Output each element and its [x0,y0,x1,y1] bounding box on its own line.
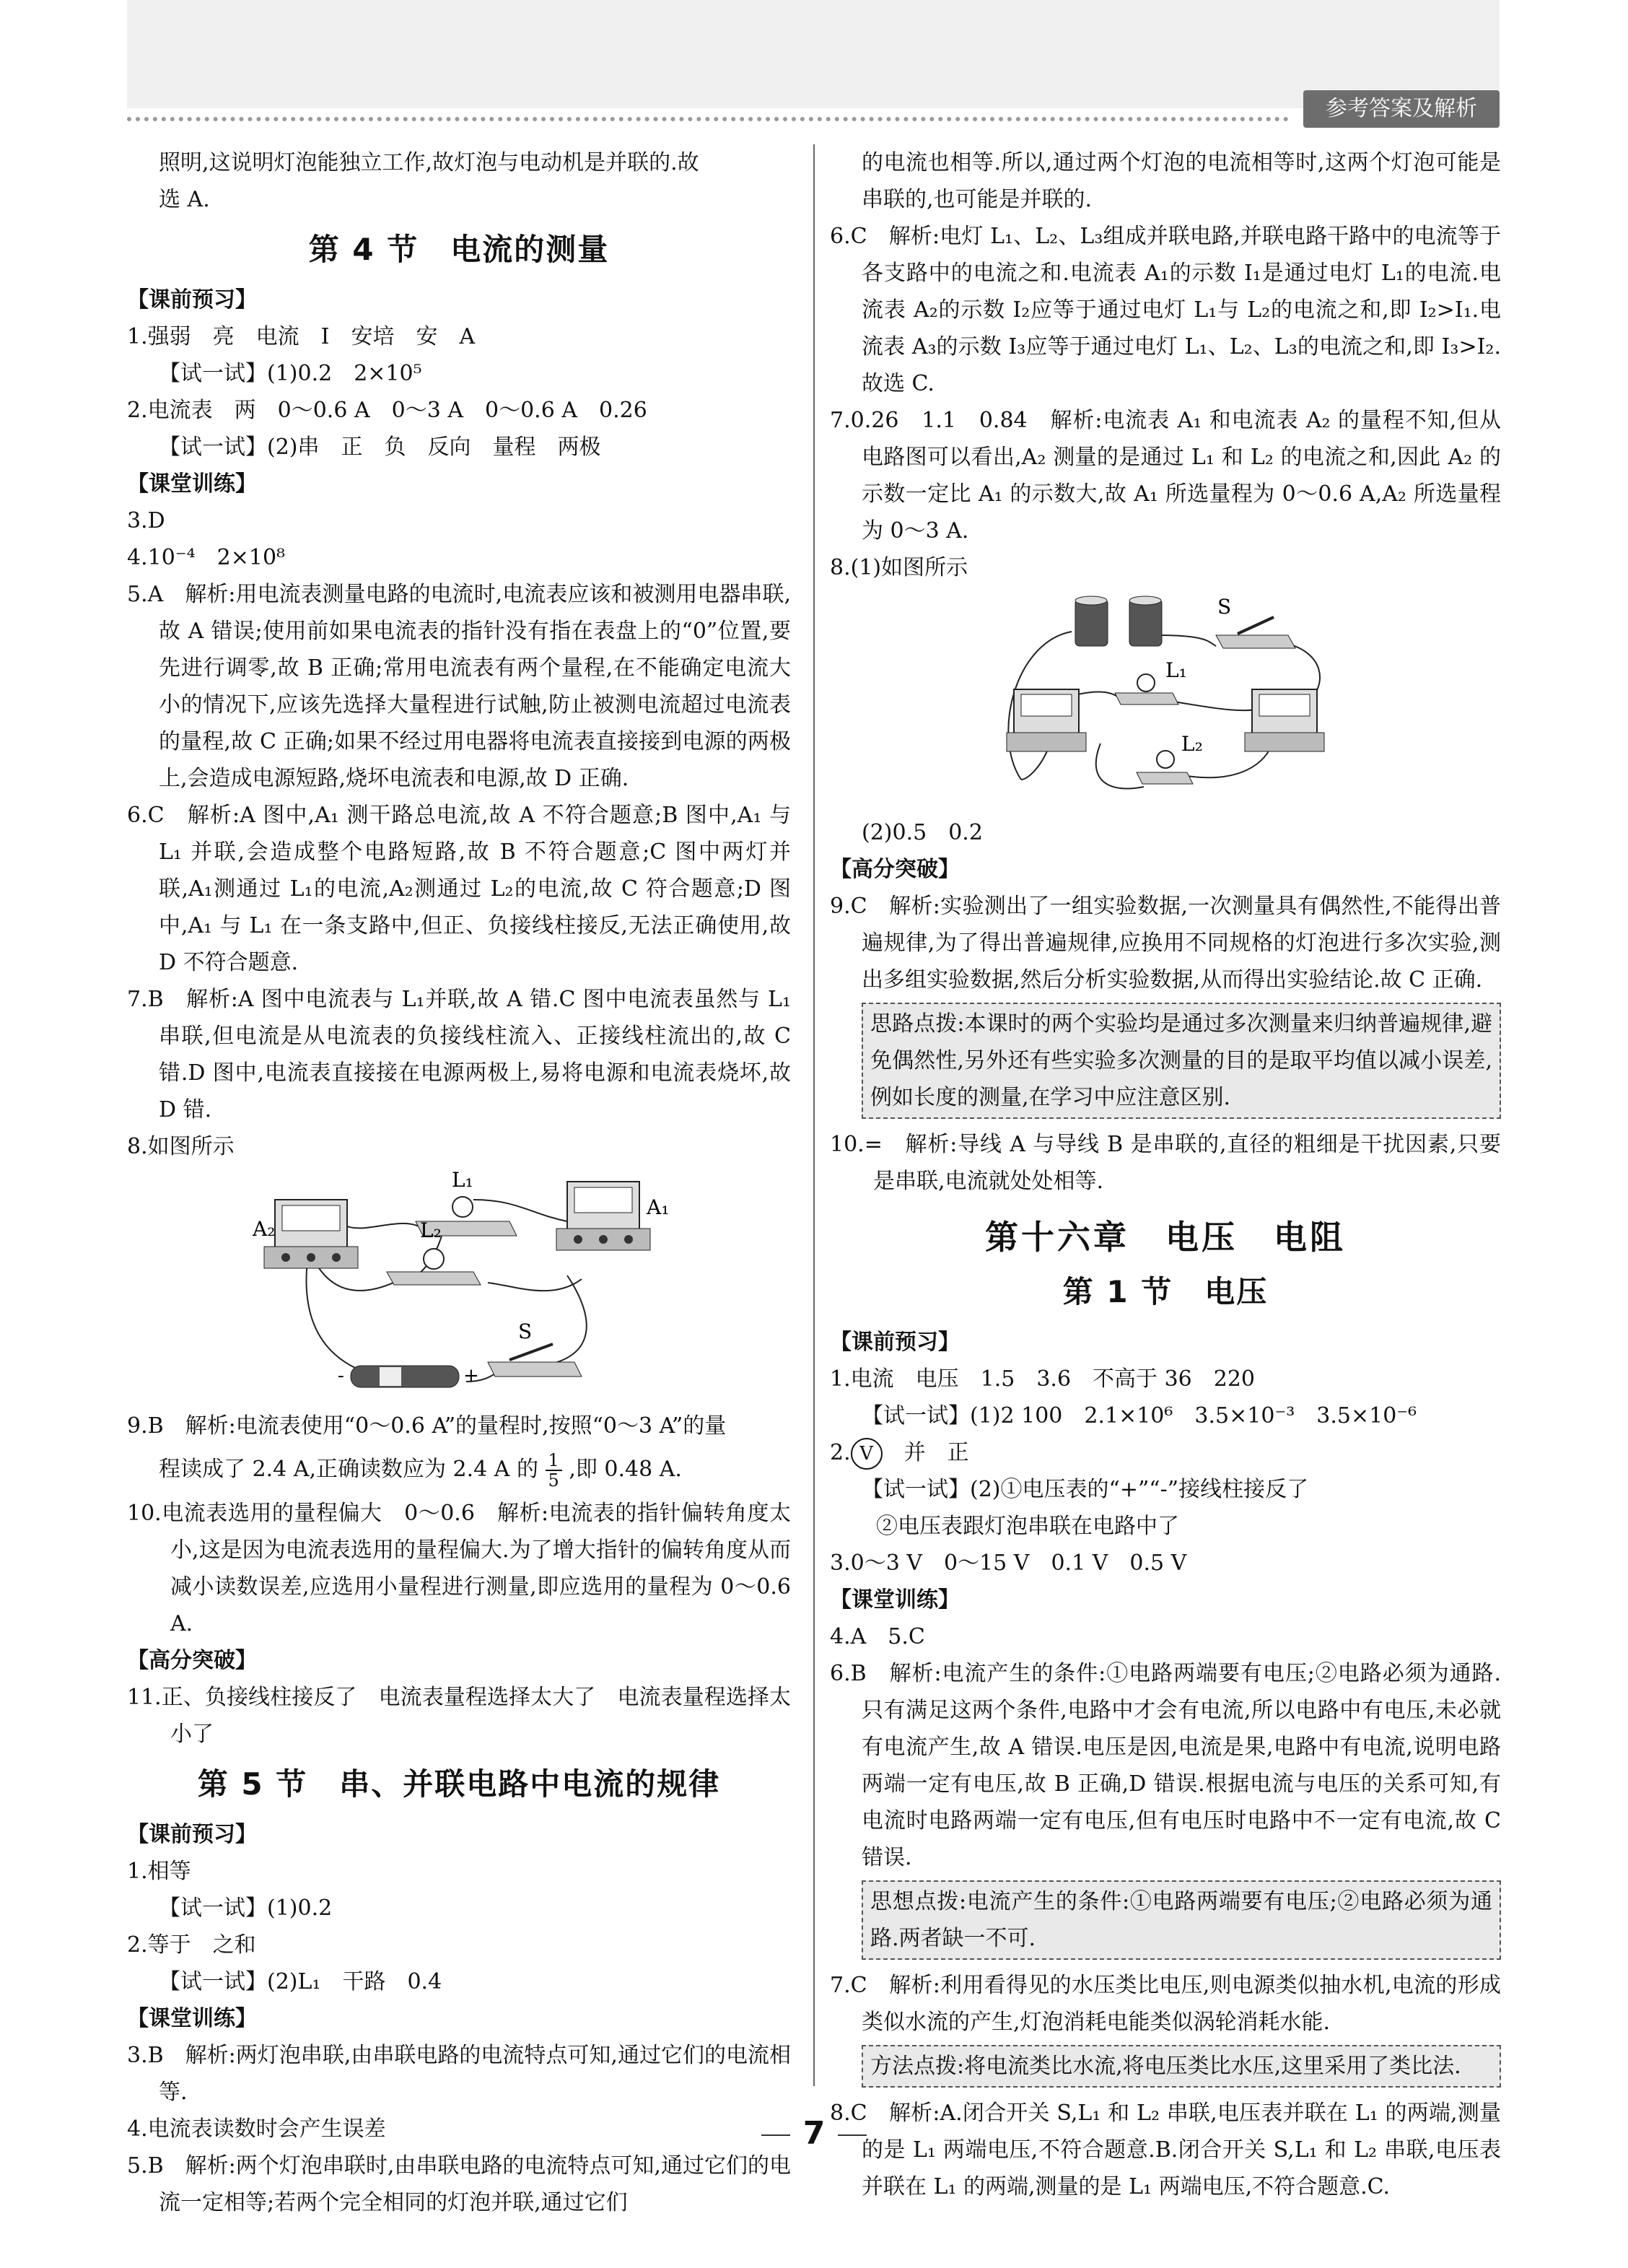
label-plus: + [463,1365,479,1387]
answer-item: 3.B 解析:两灯泡串联,由串联电路的电流特点可知,通过它们的电流相等. [127,2043,791,2105]
answer-item: 7.C 解析:利用看得见的水压类比电压,则电源类似抽水机,电流的形成类似水流的产生,灯泡消耗电能类似涡轮消耗水能. [830,1973,1501,2035]
try-item: 【试一试】(2)串 正 负 反向 量程 两极 [159,435,601,460]
answer-item: 4.电流表读数时会产生误差 [127,2116,386,2142]
try-item: ②电压表跟灯泡串联在电路中了 [876,1514,1179,1539]
subheading: 【课前预习】 [127,1822,257,1847]
dash-left [761,2134,790,2136]
answer-item: 1.电流 电压 1.5 3.6 不高于 36 220 [830,1366,1256,1392]
answer-item: 3.0～3 V 0～15 V 0.1 V 0.5 V [830,1550,1187,1576]
q9-text: 程读成了 2.4 A,正确读数应为 2.4 A 的 [159,1457,538,1482]
answer-item: 7.B 解析:A 图中电流表与 L₁并联,故 A 错.C 图中电流表虽然与 L₁串联,但电流是从电流表的负接线柱流入、正接线柱流出的,故 C 错.D 图中,电流表直接接在电源两极上,易将电源和电流表烧坏,故 D 错. [127,987,791,1122]
text-line: 的电流也相等.所以,通过两个灯泡的电流相等时,这两个灯泡可能是串联的,也可能是并联的. [862,150,1501,212]
answer-item: 7.0.26 1.1 0.84 解析:电流表 A₁ 和电流表 A₂ 的量程不知,但从电路图可以看出,A₂ 测量的是通过 L₁ 和 L₂ 的电流之和,因此 A₂ 的示数一定比 A₁ 的示数大,故 A₁ 所选量程为 0～0.6 A,A₂ 所选量程为 0～3 A. [830,408,1501,544]
subheading: 【课堂训练】 [127,2006,257,2031]
answer-item: 11.正、负接线柱接反了 电流表量程选择太大了 电流表量程选择太小了 [127,1685,791,1747]
section-title: 第 4 节 电流的测量 [308,232,610,267]
answer-item: 2.电流表 两 0～0.6 A 0～3 A 0～0.6 A 0.26 [127,398,647,423]
answer-item: 6.C 解析:A 图中,A₁ 测干路总电流,故 A 不符合题意;B 图中,A₁ 与 L₁ 并联,会造成整个电路短路,故 B 不符合题意;C 图中两灯并联,A₁测通过 L₁的电流,A₂测通过 L₂的电流,故 C 符合题意;D 图中,A₁ 与 L₁ 在一条支路中,但正、负接线柱接反,无法正确使用,故 D 不符合题意. [127,803,791,975]
subheading: 【课前预习】 [127,287,257,313]
answer-item: 10.电流表选用的量程偏大 0～0.6 解析:电流表的指针偏转角度太小,这是因为电流表选用的量程偏大.为了增大指针的偏转角度从而减小读数误差,应选用小量程进行测量,即应选用的量程为 0～0.6 A. [127,1501,791,1636]
answer-item: 8.(1)如图所示 [830,555,968,580]
tip-box: 思路点拨:本课时的两个实验均是通过多次测量来归纳普遍规律,避免偶然性,另外还有些实验多次测量的目的是取平均值以减小误差,例如长度的测量,在学习中应注意区别. [862,1003,1501,1119]
circuit-diagram [992,592,1339,808]
try-item: 【试一试】(1)0.2 [159,1896,333,1921]
text-line: 照明,这说明灯泡能独立工作,故灯泡与电动机是并联的.故 [159,150,699,175]
page-number [742,2115,886,2152]
fraction [546,1451,562,1490]
subheading: 【高分突破】 [127,1648,257,1673]
answer-item: 6.B 解析:电流产生的条件:①电路两端要有电压;②电路必须为通路.只有满足这两个条件,电路中才会有电流,所以电路中有电压,未必就有电流产生,故 A 错误.电压是因,电流是果,电路中有电流,说明电路两端一定有电压,故 B 正确,D 错误.根据电流与电压的关系可知,有电流时电路两端一定有电压,但有电压时电路中不一定有电流,故 C 错误. [830,1661,1501,1870]
label-l1: L₁ [452,1168,473,1192]
answer-item: 3.D [127,508,165,533]
answer-item: 1.强弱 亮 电流 I 安培 安 A [127,324,476,349]
v2-num: 2. [830,1440,851,1465]
ammeter-a1 [556,1182,650,1250]
circuit-figure-parallel [992,592,1339,808]
right-column [830,144,1501,2205]
label-s: S [518,1320,533,1343]
answer-item: 1.相等 [127,1859,191,1884]
answer-item: 10.= 解析:导线 A 与导线 B 是串联的,直径的粗细是干扰因素,只要是串联,电流就处处相等. [830,1132,1501,1194]
bulb-l2 [387,1249,481,1285]
try-item: 【试一试】(1)0.2 2×10⁵ [159,361,422,386]
chapter-title: 第十六章 电压 电阻 [985,1218,1346,1257]
label-l1: L₁ [1165,658,1187,682]
switch-s [488,1344,582,1377]
answer-item: 8.C 解析:A.闭合开关 S,L₁ 和 L₂ 串联,电压表并联在 L₁ 的两端,测量的是 L₁ 两端电压,不符合题意.B.闭合开关 S,L₁ 和 L₂ 串联,电压表并联在 L₁ 的两端,测量的是 L₁ 两端电压,不符合题意.C. [830,2101,1501,2199]
battery-pair [1075,596,1162,646]
subheading: 【课前预习】 [830,1330,960,1355]
column-divider [813,144,815,2086]
subheading: 【课堂训练】 [127,471,257,497]
left-column [127,144,791,2221]
ammeter-right [1245,689,1324,751]
try-item: 【试一试】(2)①电压表的“+”“-”接线柱接反了 [862,1477,1309,1502]
label-s: S [1217,595,1232,619]
text-line: 选 A. [159,187,210,212]
label-l2: L₂ [1181,732,1203,756]
subheading: 【高分突破】 [830,857,960,882]
page-number-value: 7 [802,2115,826,2152]
answer-item: 2.等于 之和 [127,1932,256,1958]
answer-item: 9.C 解析:实验测出了一组实验数据,一次测量具有偶然性,不能得出普遍规律,为了得出普遍规律,应换用不同规格的灯泡进行多次实验,测出多组实验数据,然后分析实验数据,从而得出实验结论.故 C 正确. [830,894,1501,993]
label-a1: A₁ [647,1195,670,1219]
circuit-diagram [253,1168,670,1402]
answer-item: 6.C 解析:电灯 L₁、L₂、L₃组成并联电路,并联电路干路中的电流等于各支路中的电流之和.电流表 A₁的示数 I₁是通过电灯 L₁的电流.电流表 A₂的示数 I₂应等于通过电灯 L₁与 L₂的电流之和,即 I₂>I₁.电流表 A₃的示数 I₃应等于通过电灯 L₁、L₂、L₃的电流之和,即 I₃>I₂.故选 C. [830,224,1501,396]
answer-item: 5.B 解析:两个灯泡串联时,由串联电路的电流特点可知,通过它们的电流一定相等;若两个完全相同的灯泡并联,通过它们 [127,2153,791,2215]
header-band [127,0,1500,108]
q9-text-end: ,即 0.48 A. [569,1457,682,1482]
fraction-numerator: 1 [546,1451,562,1471]
answer-item: 4.10⁻⁴ 2×10⁸ [127,545,286,570]
voltmeter-symbol: V [851,1438,883,1470]
section-title: 第 1 节 电压 [1062,1274,1269,1309]
tip-box: 思想点拨:电流产生的条件:①电路两端要有电压;②电路必须为通路.两者缺一不可. [862,1880,1501,1960]
answer-item-cont [127,1444,791,1495]
header-tag: 参考答案及解析 [1303,90,1500,128]
label-l2: L₂ [420,1218,442,1242]
fraction-denominator: 5 [548,1470,559,1491]
answer-item [830,1434,1501,1471]
answer-item: (2)0.5 0.2 [862,820,983,845]
try-item: 【试一试】(1)2 100 2.1×10⁶ 3.5×10⁻³ 3.5×10⁻⁶ [862,1403,1417,1429]
try-item: 【试一试】(2)L₁ 干路 0.4 [159,1969,442,1994]
header-divider [127,117,1289,121]
switch-s [1216,617,1295,648]
tip-box: 方法点拨:将电流类比水流,将电压类比水压,这里采用了类比法. [862,2045,1501,2088]
section-title: 第 5 节 串、并联电路中电流的规律 [197,1766,721,1802]
subheading: 【课堂训练】 [830,1587,960,1613]
answer-item: 5.A 解析:用电流表测量电路的电流时,电流表应该和被测用电器串联,故 A 错误;使用前如果电流表的指针没有指在表盘上的“0”位置,要先进行调零,故 B 正确;常用电流表有两个量程,在不能确定电流大小的情况下,应该先选择大量程进行试触,防止被测电流超过电流表的量程,故 C 正确;如果不经过用电器将电流表直接接到电源的两极上,会造成电源短路,烧坏电流表和电源,故 D 正确. [127,582,791,791]
label-a2: A₂ [253,1217,276,1241]
ammeter-a2 [264,1200,358,1268]
answer-item: 4.A 5.C [830,1624,925,1649]
battery [351,1366,459,1387]
dash-right [838,2134,867,2136]
label-minus: - [338,1365,344,1387]
answer-item: 8.如图所示 [127,1134,235,1159]
ammeter-left [1007,689,1086,751]
circuit-figure-ammeters [253,1168,670,1402]
answer-item: 9.B 解析:电流表使用“0～0.6 A”的量程时,按照“0～3 A”的量 [127,1413,727,1439]
v2-text: 并 正 [882,1440,969,1465]
